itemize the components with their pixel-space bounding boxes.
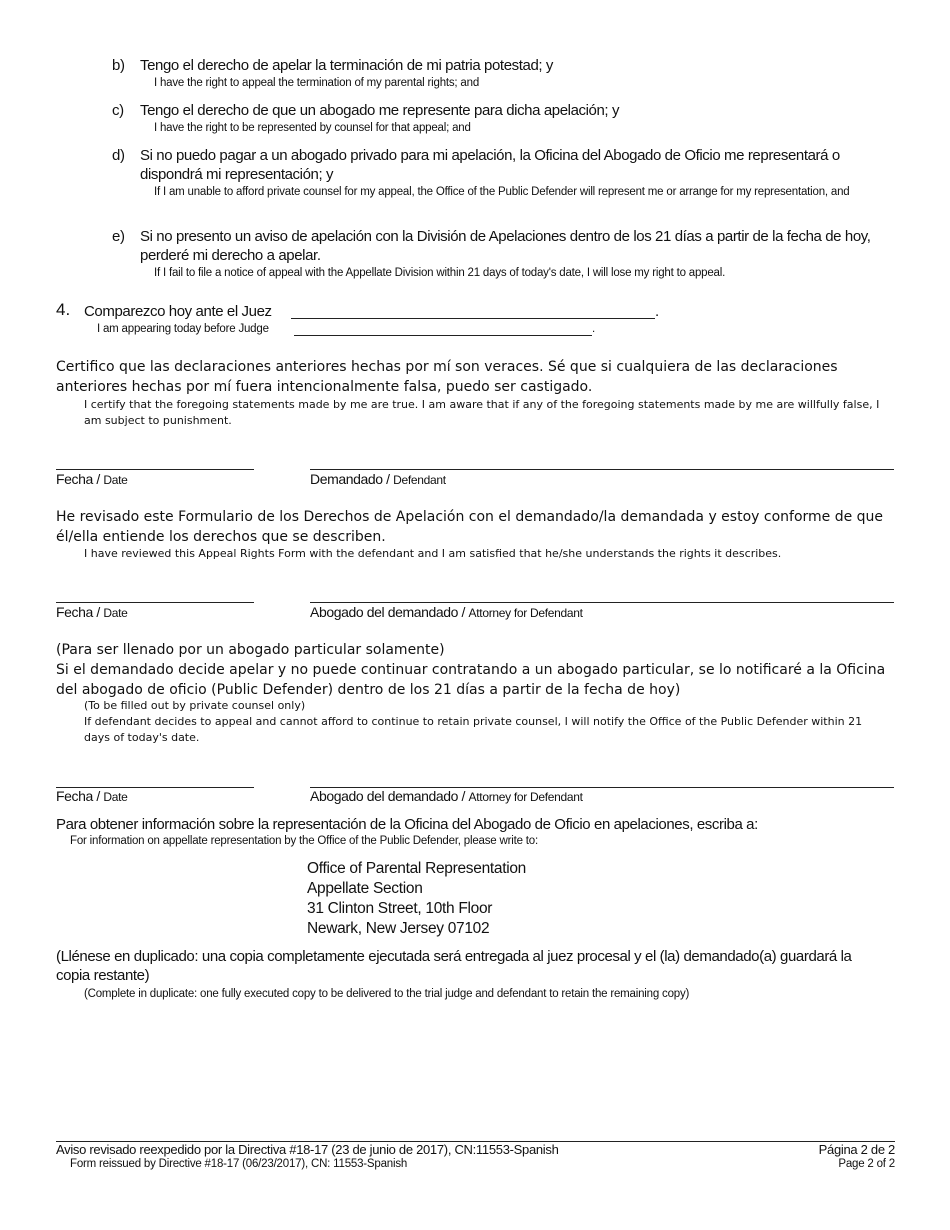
item-b-english: I have the right to appeal the termination of my parental rights; and	[154, 77, 480, 89]
item-c-marker: c)	[112, 102, 124, 119]
date-label: Fecha / Date	[56, 471, 128, 487]
footer-left-english: Form reissued by Directive #18-17 (06/23/2017), CN: 11553-Spanish	[70, 1158, 408, 1170]
mailing-address	[307, 859, 526, 939]
item-b-spanish: Tengo el derecho de apelar la terminación de mi patria potestad; y	[140, 57, 554, 74]
attorney-signature-line[interactable]	[310, 602, 894, 603]
section-4-number: 4.	[56, 300, 71, 319]
address-line: Office of Parental Representation	[307, 860, 527, 877]
item-d-marker: d)	[112, 147, 125, 164]
section-4-english: I am appearing today before Judge	[97, 323, 269, 335]
address-line: Newark, New Jersey 07102	[307, 920, 490, 937]
private-note-spanish: (Para ser llenado por un abogado particular solamente)	[56, 642, 445, 658]
judge-name-line-english[interactable]	[294, 335, 592, 336]
footer-left-spanish: Aviso revisado reexpedido por la Directiva #18-17 (23 de junio de 2017), CN:11553-Spanish	[56, 1142, 559, 1157]
item-b-marker: b)	[112, 57, 125, 74]
item-d-english: If I am unable to afford private counsel for my appeal, the Office of the Public Defender will represent me or arrange for my representation, and	[154, 186, 850, 198]
private-note-english: (To be filled out by private counsel only)	[84, 699, 306, 712]
private-spanish: Si el demandado decide apelar y no puede continuar contratando a un abogado particular, se lo notificaré a la Oficina del abogado de oficio (Public Defender) dentro de los 21 días a partir de la fecha de hoy)	[56, 662, 886, 698]
section-4-spanish: Comparezco hoy ante el Juez	[84, 303, 272, 320]
item-c-english: I have the right to be represented by counsel for that appeal; and	[154, 122, 471, 134]
date-label: Fecha / Date	[56, 788, 128, 804]
info-spanish: Para obtener información sobre la representación de la Oficina del Abogado de Oficio en apelaciones, escriba a:	[56, 816, 758, 833]
item-e-spanish: Si no presento un aviso de apelación con la División de Apelaciones dentro de los 21 días a partir de la fecha de hoy, perderé mi derecho a apelar.	[140, 228, 871, 264]
page-number-spanish: Página 2 de 2	[818, 1142, 895, 1157]
duplicate-english: (Complete in duplicate: one fully executed copy to be delivered to the trial judge and defendant to retain the remaining copy)	[84, 988, 690, 1000]
date-label: Fecha / Date	[56, 604, 128, 620]
date-signature-line[interactable]	[56, 602, 254, 603]
defendant-signature-line[interactable]	[310, 469, 894, 470]
section-4-english-period: .	[592, 323, 595, 335]
attorney-label: Abogado del demandado / Attorney for Defendant	[310, 604, 583, 620]
review-english: I have reviewed this Appeal Rights Form with the defendant and I am satisfied that he/she understands the rights it describes.	[84, 547, 782, 560]
item-e-english: If I fail to file a notice of appeal with the Appellate Division within 21 days of today's date, I will lose my right to appeal.	[154, 267, 726, 279]
certification-english: I certify that the foregoing statements made by me are true. I am aware that if any of the foregoing statements made by me are willfully false, I am subject to punishment.	[84, 398, 880, 427]
certification-spanish: Certifico que las declaraciones anteriores hechas por mí son veraces. Sé que si cualquiera de las declaraciones anteriores hechas por mí fuera intencionalmente falsa, puedo ser castigado.	[56, 359, 838, 395]
review-spanish: He revisado este Formulario de los Derechos de Apelación con el demandado/la demandada y estoy conforme de que él/ella entiende los derechos que se describen.	[56, 509, 884, 545]
address-line: 31 Clinton Street, 10th Floor	[307, 900, 493, 917]
address-line: Appellate Section	[307, 880, 423, 897]
item-c-spanish: Tengo el derecho de que un abogado me represente para dicha apelación; y	[140, 102, 620, 119]
judge-name-line-spanish[interactable]	[291, 318, 655, 319]
info-english: For information on appellate representation by the Office of the Public Defender, please write to:	[70, 835, 538, 847]
private-english: If defendant decides to appeal and cannot afford to continue to retain private counsel, I will notify the Office of the Public Defender within 21 days of today's date.	[84, 715, 863, 744]
defendant-label: Demandado / Defendant	[310, 471, 446, 487]
item-d-spanish: Si no puedo pagar a un abogado privado para mi apelación, la Oficina del Abogado de Oficio me representará o dispondrá mi representación; y	[140, 147, 840, 183]
attorney-label: Abogado del demandado / Attorney for Defendant	[310, 788, 583, 804]
section-4-period: .	[655, 303, 659, 320]
duplicate-spanish: (Llénese en duplicado: una copia completamente ejecutada será entregada al juez procesal y el (la) demandado(a) guardará la copia restante)	[56, 948, 852, 984]
item-e-marker: e)	[112, 228, 125, 245]
date-signature-line[interactable]	[56, 469, 254, 470]
page-number-english: Page 2 of 2	[838, 1158, 895, 1170]
